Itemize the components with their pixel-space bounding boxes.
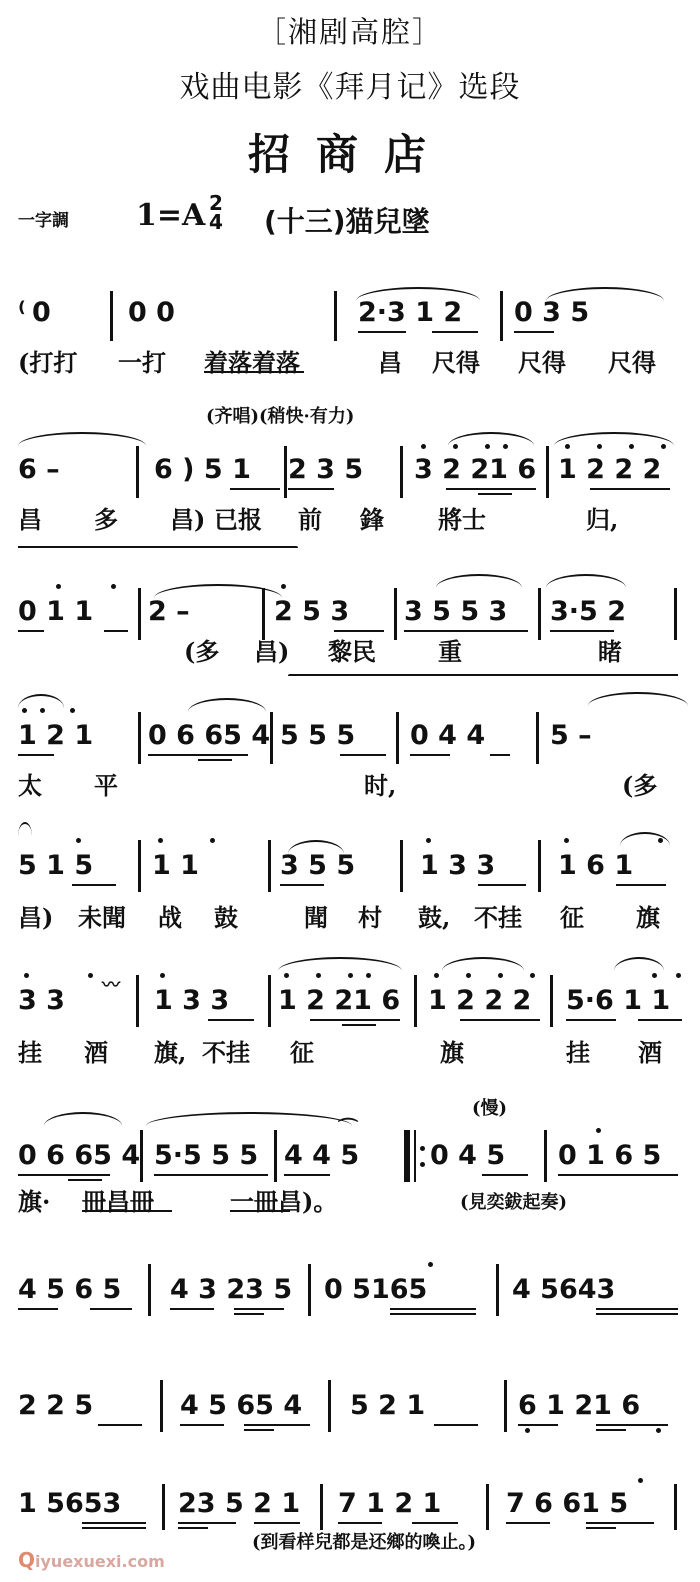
octave-dot <box>629 444 634 449</box>
note-group: 6 ) 5 1 <box>154 454 251 485</box>
time-signature: 2 4 <box>209 191 223 234</box>
lyric: 平 <box>94 771 118 800</box>
double-underline <box>342 1019 376 1026</box>
underline <box>616 884 666 886</box>
double-underline <box>68 1174 102 1181</box>
barline <box>274 1130 277 1182</box>
repeat-barline <box>414 1130 416 1182</box>
barline <box>138 712 141 764</box>
barline <box>546 446 549 498</box>
note-group: 2 3 5 <box>288 454 364 485</box>
barline <box>400 840 403 892</box>
octave-dot <box>22 708 27 713</box>
genre-label: ［湘剧高腔］ <box>256 15 443 49</box>
note-group: 4 5 6 5 <box>18 1274 122 1305</box>
note-group: 2 2 5 <box>18 1390 94 1421</box>
underline <box>98 1424 142 1426</box>
underline <box>72 884 116 886</box>
lyric: 酒 <box>84 1038 108 1067</box>
note-group: 0 1 6 5 <box>558 1140 662 1171</box>
performance-marking: (齐唱)(稍快·有力) <box>206 406 355 427</box>
lyric: 昌) <box>18 903 54 932</box>
lyric: 睹 <box>598 637 622 666</box>
note-group: 3 5 5 3 <box>404 596 508 627</box>
note-group: 7 6 61 5 <box>506 1488 629 1519</box>
lyric: 归, <box>586 505 619 534</box>
page-title: 招商店 <box>247 130 452 179</box>
barline <box>138 840 141 892</box>
underline <box>490 754 510 756</box>
lyric: 多 <box>94 505 118 534</box>
barline <box>496 1264 499 1316</box>
barline <box>328 1380 331 1432</box>
slur <box>18 822 32 836</box>
octave-dot <box>564 838 569 843</box>
slur <box>442 957 524 971</box>
note-group: 5 2 1 <box>350 1390 426 1421</box>
barline <box>160 1380 163 1432</box>
underline <box>288 488 334 490</box>
octave-dot <box>530 973 535 978</box>
octave-dot <box>428 1262 433 1267</box>
barline <box>674 1484 677 1530</box>
note-group: 1 1 <box>152 850 199 881</box>
underline <box>280 884 324 886</box>
key-signature: 1=A <box>136 198 206 233</box>
lyric: 尺得 <box>518 348 566 377</box>
underline <box>154 1174 268 1176</box>
note-group: 3·5 2 <box>550 596 627 627</box>
lyric: 着落着落 <box>204 348 300 377</box>
note-group: 0 <box>32 297 51 328</box>
double-underline <box>198 754 232 761</box>
note-group: 1 2 1 <box>18 720 94 751</box>
barline <box>148 1264 151 1316</box>
underline <box>482 1174 528 1176</box>
watermark: Qiyuexuexi.com <box>18 1548 165 1572</box>
lyric: 昌) <box>254 637 290 666</box>
octave-dot <box>281 584 286 589</box>
lyric: 昌 <box>378 348 402 377</box>
octave-dot <box>210 838 215 843</box>
lyric: 征 <box>290 1038 314 1067</box>
lyric: 旗· <box>18 1187 51 1216</box>
note-group: 23 5 2 1 <box>178 1488 301 1519</box>
note-group: 0 0 <box>128 297 175 328</box>
note-group: 0 4 5 <box>430 1140 506 1171</box>
slur <box>448 432 534 446</box>
tempo-marking: (慢) <box>472 1098 508 1119</box>
score-system-8 <box>18 1254 682 1344</box>
underline <box>90 1308 132 1310</box>
lyric: 征 <box>560 903 584 932</box>
slur <box>614 957 664 971</box>
note-group: 3 5 5 <box>280 850 356 881</box>
underline <box>518 1424 558 1426</box>
barline <box>320 1484 323 1530</box>
fermata-icon: ⌒ <box>338 1116 358 1140</box>
note-group: 1 2 2 2 <box>558 454 662 485</box>
note-group: 2 5 3 <box>274 596 350 627</box>
lyric: 旗 <box>440 1038 464 1067</box>
octave-dot <box>160 973 165 978</box>
barline <box>544 1130 547 1182</box>
barline <box>674 588 677 640</box>
barline <box>536 712 539 764</box>
double-underline <box>244 1424 274 1431</box>
slur <box>18 432 146 446</box>
slur <box>588 692 688 706</box>
underline <box>506 1522 550 1524</box>
lyric: 尺得 <box>608 348 656 377</box>
lyric: 村 <box>358 903 382 932</box>
lyric: 黎民 <box>328 637 376 666</box>
underline <box>18 1308 58 1310</box>
note-group: 1 5653 <box>18 1488 122 1519</box>
barline <box>504 1380 507 1432</box>
underline <box>254 1522 300 1524</box>
double-underline <box>596 1308 678 1315</box>
octave-dot <box>316 973 321 978</box>
lyric: 聞 <box>304 903 328 932</box>
octave-dot <box>503 444 508 449</box>
octave-dot <box>453 444 458 449</box>
score-system-2 <box>18 402 682 532</box>
note-group: 0 5165 <box>324 1274 428 1305</box>
performance-marking: (到看样兒都是还鄉的喚止。) <box>252 1532 477 1553</box>
octave-dot <box>284 973 289 978</box>
low-octave-dot <box>656 1428 661 1433</box>
trill-mark: 〰 <box>102 975 120 996</box>
tempo-key-line <box>18 191 678 240</box>
lyric: 重 <box>438 637 462 666</box>
lyric: (打打 <box>18 348 78 377</box>
octave-dot <box>565 444 570 449</box>
lyric: 尺得 <box>432 348 480 377</box>
note-group: 5 – <box>550 720 592 751</box>
note-group: 4 5643 <box>512 1274 616 1305</box>
octave-dot <box>421 444 426 449</box>
score-system-5 <box>18 810 682 932</box>
repeat-dot <box>420 1146 425 1151</box>
underline <box>412 1522 458 1524</box>
barline <box>538 840 541 892</box>
note-group: 3 2 21 6 <box>414 454 537 485</box>
lyric: 已报 <box>214 505 262 534</box>
octave-dot <box>111 584 116 589</box>
underline <box>410 754 450 756</box>
underline <box>566 1019 616 1021</box>
lyric: 旗 <box>636 903 660 932</box>
slur <box>436 574 522 588</box>
octave-dot <box>597 444 602 449</box>
lyric: 未聞 <box>78 903 126 932</box>
slur <box>18 694 64 708</box>
underline <box>478 884 526 886</box>
underline <box>358 331 406 333</box>
note-group: 4 4 5 <box>284 1140 360 1171</box>
note-group: 1 3 3 <box>154 985 230 1016</box>
octave-dot <box>658 838 663 843</box>
underline <box>432 331 478 333</box>
underline <box>340 754 386 756</box>
octave-dot <box>661 444 666 449</box>
octave-dot <box>434 973 439 978</box>
slur <box>278 957 402 971</box>
barline <box>284 446 287 498</box>
octave-dot <box>652 973 657 978</box>
underline <box>230 1210 290 1212</box>
note-group: 2·3 1 2 <box>358 297 463 328</box>
note-group: 0 6 65 4 <box>148 720 271 751</box>
note-group: ⁽ <box>18 297 26 328</box>
underline <box>638 1019 682 1021</box>
lyric: 不挂 <box>474 903 522 932</box>
note-group: 4 3 23 5 <box>170 1274 293 1305</box>
lyric: 昌) <box>170 505 206 534</box>
octave-dot <box>485 444 490 449</box>
barline <box>396 712 399 764</box>
lyric: 鋒 <box>360 505 384 534</box>
octave-dot <box>76 838 81 843</box>
repeat-barline <box>404 1130 410 1182</box>
score-system-1 <box>18 285 682 375</box>
slur <box>546 574 626 588</box>
underline <box>82 1210 172 1212</box>
barline <box>538 588 541 640</box>
note-group: 1 6 1 <box>558 850 634 881</box>
underline <box>434 1424 478 1426</box>
underline <box>558 1174 678 1176</box>
underline <box>18 754 54 756</box>
octave-dot <box>366 973 371 978</box>
note-group: 2 – <box>148 596 190 627</box>
note-group: 1 2 21 6 <box>278 985 401 1016</box>
octave-dot <box>638 1478 643 1483</box>
barline <box>136 446 139 498</box>
slur <box>188 698 266 712</box>
octave-dot <box>88 973 93 978</box>
performance-marking: (見奕鈸起奏) <box>460 1192 568 1213</box>
octave-dot <box>498 973 503 978</box>
note-group: 0 6 65 4 <box>18 1140 141 1171</box>
score-system-6 <box>18 945 682 1067</box>
barline <box>394 588 397 640</box>
underline <box>284 1174 330 1176</box>
barline <box>136 975 139 1027</box>
lyric: 冊昌冊 <box>82 1187 154 1216</box>
octave-dot <box>348 973 353 978</box>
repeat-dot <box>420 1162 425 1167</box>
octave-dot <box>596 1128 601 1133</box>
underline <box>230 488 280 490</box>
double-underline <box>478 488 512 495</box>
note-group: 5·6 1 1 <box>566 985 671 1016</box>
score-system-7 <box>18 1094 682 1224</box>
underline <box>204 371 304 373</box>
underline <box>338 1522 382 1524</box>
lyric: 时, <box>364 771 397 800</box>
barline <box>138 588 141 640</box>
lyric: (多 <box>622 771 658 800</box>
score-system-3 <box>18 544 682 666</box>
underline <box>18 630 44 632</box>
lyric: 前 <box>298 505 322 534</box>
barline <box>550 975 553 1027</box>
lyric: 昌 <box>18 505 42 534</box>
score-system-4 <box>18 668 682 798</box>
barline <box>486 1484 489 1530</box>
underline <box>104 630 128 632</box>
barline <box>268 975 271 1027</box>
underline <box>404 630 528 632</box>
mode-label: 一字調 <box>18 211 69 231</box>
barline <box>110 291 113 341</box>
slur <box>554 432 674 446</box>
underline <box>514 331 554 333</box>
note-group: 5·5 5 5 <box>154 1140 259 1171</box>
note-group: 0 1 1 <box>18 596 94 627</box>
note-group: 1 2 2 2 <box>428 985 532 1016</box>
barline <box>270 712 273 764</box>
lyric: 挂 <box>566 1038 590 1067</box>
lyric: (多 <box>184 637 220 666</box>
subtitle: 戏曲电影《拜月记》选段 <box>179 70 521 105</box>
note-group: 4 5 65 4 <box>180 1390 303 1421</box>
note-group: 3 3 <box>18 985 65 1016</box>
lyric: 鼓, <box>418 903 451 932</box>
octave-dot <box>676 973 681 978</box>
double-underline <box>82 1522 146 1529</box>
barline <box>500 291 503 341</box>
barline <box>308 1264 311 1316</box>
octave-dot <box>158 838 163 843</box>
octave-dot <box>56 584 61 589</box>
note-group: 1 3 3 <box>420 850 496 881</box>
underline <box>170 1308 214 1310</box>
double-underline <box>178 1522 208 1529</box>
underline <box>590 488 670 490</box>
lyric: 挂 <box>18 1038 42 1067</box>
note-group: 6 1 21 6 <box>518 1390 641 1421</box>
low-octave-dot <box>525 1428 530 1433</box>
underline <box>460 1019 540 1021</box>
lyric: 战 <box>158 903 182 932</box>
double-underline <box>234 1308 264 1315</box>
score-system-10 <box>18 1484 682 1553</box>
tie <box>18 546 298 548</box>
note-group: 5 5 5 <box>280 720 356 751</box>
underline <box>180 1424 224 1426</box>
tie <box>288 674 678 676</box>
lyric: 一冊昌)。 <box>230 1187 338 1216</box>
lyric: 將士 <box>438 505 486 534</box>
lyric: 酒 <box>638 1038 662 1067</box>
lyric: 一打 <box>118 348 166 377</box>
underline <box>208 1019 254 1021</box>
double-underline <box>596 1424 626 1431</box>
slur <box>44 1112 122 1126</box>
note-group: 7 1 2 1 <box>338 1488 442 1519</box>
slur <box>146 1112 352 1126</box>
double-underline <box>390 1308 476 1315</box>
note-group: 5 1 5 <box>18 850 94 881</box>
note-group: 6 – <box>18 454 60 485</box>
lyric: 太 <box>18 771 42 800</box>
octave-dot <box>40 708 45 713</box>
octave-dot <box>70 708 75 713</box>
barline <box>162 1484 165 1530</box>
lyric: 旗, <box>154 1038 187 1067</box>
barline <box>334 291 337 341</box>
score-system-9 <box>18 1370 682 1460</box>
note-group: 0 4 4 <box>410 720 486 751</box>
barline <box>400 446 403 498</box>
octave-dot <box>466 973 471 978</box>
note-group: 0 3 5 <box>514 297 590 328</box>
barline <box>414 975 417 1027</box>
octave-dot <box>426 838 431 843</box>
barline <box>140 1130 143 1182</box>
lyric: 不挂 <box>202 1038 250 1067</box>
tune-name: (十三)猫兒墜 <box>264 205 430 238</box>
lyric: 鼓 <box>214 903 238 932</box>
octave-dot <box>24 973 29 978</box>
barline <box>268 840 271 892</box>
double-underline <box>586 1522 616 1529</box>
